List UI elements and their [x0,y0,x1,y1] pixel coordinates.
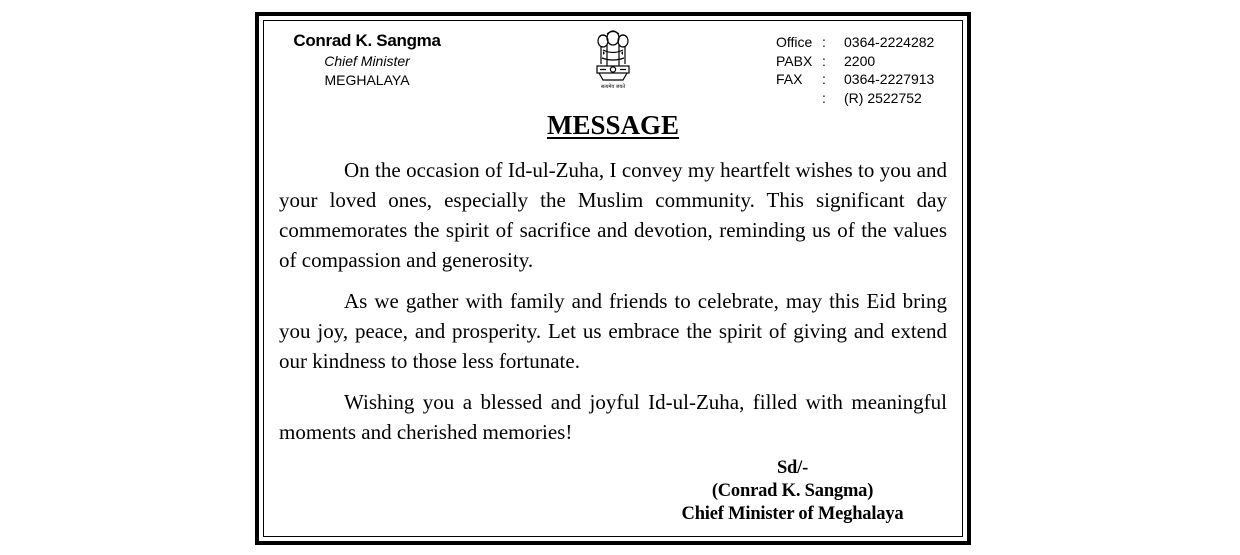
contact-separator: : [822,89,826,106]
contact-separator: : [822,34,826,50]
contact-label: Office [776,34,813,50]
contact-row-residence [776,89,934,108]
signatory-name: (Conrad K. Sangma) [711,481,874,501]
contact-row-pabx [776,52,934,71]
sender-title: Chief Minister [324,53,410,69]
contact-label: PABX [776,52,813,69]
message-body [279,155,947,458]
contact-separator: : [822,52,826,69]
contact-row-office [776,33,934,52]
contact-details [776,33,934,107]
message-paragraph: As we gather with family and friends to celebrate, may this Eid bring you joy, peace, and prosperity. Let us embrace the spirit of giving and extend our kindness to those less fortunate. [279,289,947,373]
sender-name: Conrad K. Sangma [293,31,441,50]
sender-block [286,30,448,90]
signatory-designation: Chief Minister of Meghalaya [681,504,904,524]
contact-row-fax [776,70,934,89]
contact-value: (R) 2522752 [844,89,922,106]
contact-value: 2200 [844,52,876,69]
message-paragraph: Wishing you a blessed and joyful Id-ul-Zuha, filled with meaningful moments and cherished memories! [279,390,947,444]
message-paragraph: On the occasion of Id-ul-Zuha, I convey my heartfelt wishes to you and your loved ones, especially the Muslim community. This significant day commemorates the spirit of sacrifice and devotion, reminding us of the values of compassion and generosity. [279,158,947,272]
contact-value: 0364-2227913 [844,71,935,87]
signature-sd: Sd/- [776,458,809,478]
contact-separator: : [822,71,826,87]
signature-block [640,457,945,526]
emblem-motto: सत्यमेव जयते [600,84,626,90]
page-title: MESSAGE [546,110,680,140]
contact-value: 0364-2224282 [844,34,935,50]
contact-label: FAX [776,71,803,87]
sender-state: MEGHALAYA [324,72,410,88]
